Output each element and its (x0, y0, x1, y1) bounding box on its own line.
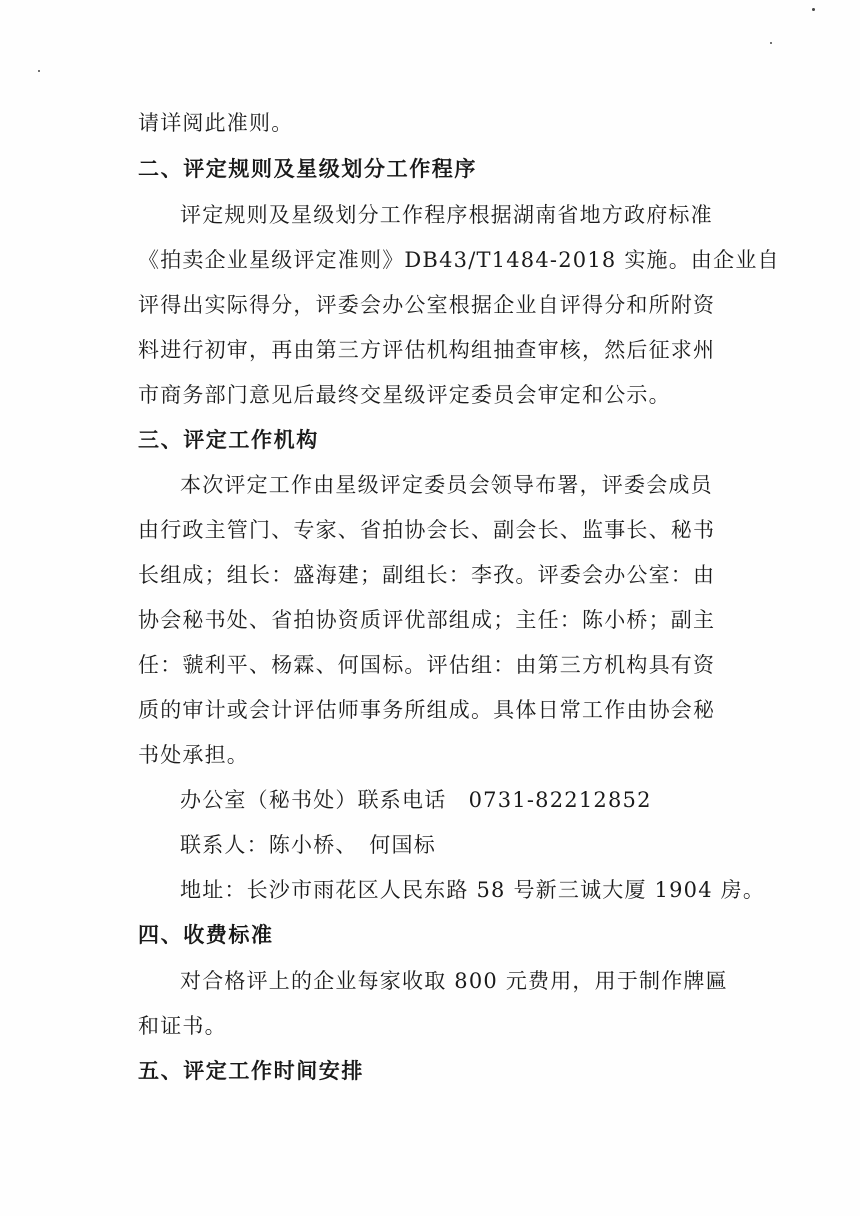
paragraph-line: 协会秘书处、省拍协资质评优部组成；主任：陈小桥；副主 (138, 608, 716, 632)
section-heading-2: 二、评定规则及星级划分工作程序 (138, 157, 477, 181)
section-heading-3: 三、评定工作机构 (138, 428, 319, 452)
scan-speck (770, 42, 772, 44)
paragraph-line: 对合格评上的企业每家收取 800 元费用，用于制作牌匾 (180, 969, 728, 993)
section-heading-5: 五、评定工作时间安排 (138, 1059, 364, 1083)
paragraph-line: 请详阅此准则。 (138, 111, 294, 135)
paragraph-line: 《拍卖企业星级评定准则》DB43/T1484-2018 实施。由企业自 (138, 248, 780, 272)
section-heading-4: 四、收费标准 (138, 923, 274, 947)
scan-speck (812, 8, 815, 11)
paragraph-line: 由行政主管门、专家、省拍协会长、副会长、监事长、秘书 (138, 518, 716, 542)
paragraph-line: 本次评定工作由星级评定委员会领导布署，评委会成员 (180, 473, 713, 497)
contact-phone: 办公室（秘书处）联系电话 0731-82212852 (180, 788, 652, 812)
paragraph-line: 评定规则及星级划分工作程序根据湖南省地方政府标准 (180, 203, 713, 227)
paragraph-line: 市商务部门意见后最终交星级评定委员会审定和公示。 (138, 383, 671, 407)
paragraph-line: 任：虢利平、杨霖、何国标。评估组：由第三方机构具有资 (138, 653, 716, 677)
paragraph-line: 长组成；组长：盛海建；副组长：李孜。评委会办公室：由 (138, 563, 716, 587)
paragraph-line: 质的审计或会计评估师事务所组成。具体日常工作由协会秘 (138, 698, 716, 722)
paragraph-line: 和证书。 (138, 1014, 227, 1038)
contact-address: 地址：长沙市雨花区人民东路 58 号新三诚大厦 1904 房。 (180, 878, 766, 902)
scan-speck (38, 70, 40, 72)
paragraph-line: 料进行初审，再由第三方评估机构组抽查审核，然后征求州 (138, 338, 716, 362)
paragraph-line: 评得出实际得分，评委会办公室根据企业自评得分和所附资 (138, 293, 716, 317)
paragraph-line: 书处承担。 (138, 743, 249, 767)
contact-persons: 联系人：陈小桥、 何国标 (180, 833, 436, 857)
